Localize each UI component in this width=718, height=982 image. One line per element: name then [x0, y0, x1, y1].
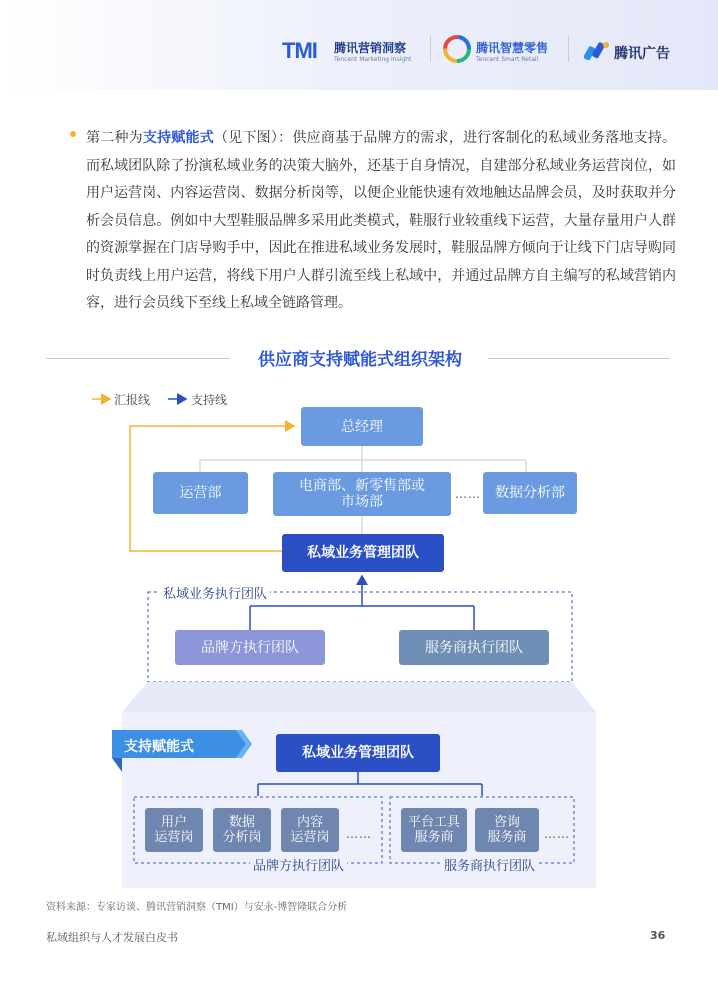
source-note: 资料来源：专家访谈、腾讯营销洞察（TMI）与安永-博智隆联合分析: [46, 902, 348, 913]
service-group-label: 服务商执行团队: [441, 855, 538, 874]
legend-support-label: 支持线: [191, 393, 228, 407]
support-empowerment-tag: 支持赋能式: [124, 739, 194, 755]
body-paragraph: 第二种为支持赋能式（见下图）：供应商基于品牌方的需求，进行客制化的私域业务落地支持。而私域团队除了扮演私域业务的决策大脑外，还基于自身情况，自建部分私域业务运营岗位，如用户运营岗、内容运营岗、数据分析岗等，以便企业能快速有效地触达品牌会员，及时获取并分析会员信息。例如中大型鞋服品牌多采用此类模式，鞋服行业较重线下运营，大量存量用户人群的资源掌握在门店导购手中，因此在推进私域业务发展时，鞋服品牌方倾向于让线下门店导购同时负责线上用户运营，将线下用户人群引流至线上私域中，并通过品牌方自主编写的私域营销内容，进行会员线下至线上私域全链路管理。: [86, 130, 677, 311]
smart-retail-logo-text: 腾讯智慧零售 Tencent Smart Retail: [476, 41, 549, 63]
tmi-logo-text: 腾讯营销洞察 Tencent Marketing Insight: [334, 41, 412, 63]
data-analysis-dept-box: 数据分析部: [483, 472, 577, 514]
zoom-mgmt-team-box: 私域业务管理团队: [276, 734, 440, 772]
diagram-title: 供应商支持赋能式组织架构: [258, 350, 462, 370]
exec-team-group-label: 私域业务执行团队: [160, 583, 270, 602]
tencent-ads-logo-text: 腾讯广告: [614, 46, 670, 62]
private-domain-mgmt-team-box: 私域业务管理团队: [282, 534, 444, 572]
content-ops-role-box: 内容 运营岗: [281, 808, 339, 852]
ellipsis: ……: [544, 827, 570, 841]
emphasis-term: 支持赋能式: [142, 130, 214, 146]
service-exec-team-box: 服务商执行团队: [399, 630, 549, 665]
brand-exec-team-box: 品牌方执行团队: [175, 630, 325, 665]
user-ops-role-box: 用户 运营岗: [145, 808, 203, 852]
page-number: 36: [650, 929, 666, 942]
consulting-provider-box: 咨询 服务商: [475, 808, 539, 852]
document-title: 私域组织与人才发展白皮书: [46, 931, 178, 944]
ellipsis: ……: [346, 827, 372, 841]
ellipsis: ……: [455, 487, 481, 501]
ecommerce-dept-box: 电商部、新零售部或 市场部: [273, 472, 451, 516]
brand-group-label: 品牌方执行团队: [250, 855, 347, 874]
general-manager-box: 总经理: [301, 407, 423, 446]
operations-dept-box: 运营部: [153, 472, 248, 514]
data-analysis-role-box: 数据 分析岗: [213, 808, 271, 852]
tmi-logo: TMI: [282, 38, 317, 63]
platform-tool-provider-box: 平台工具 服务商: [401, 808, 467, 852]
legend-report-label: 汇报线: [114, 393, 151, 407]
